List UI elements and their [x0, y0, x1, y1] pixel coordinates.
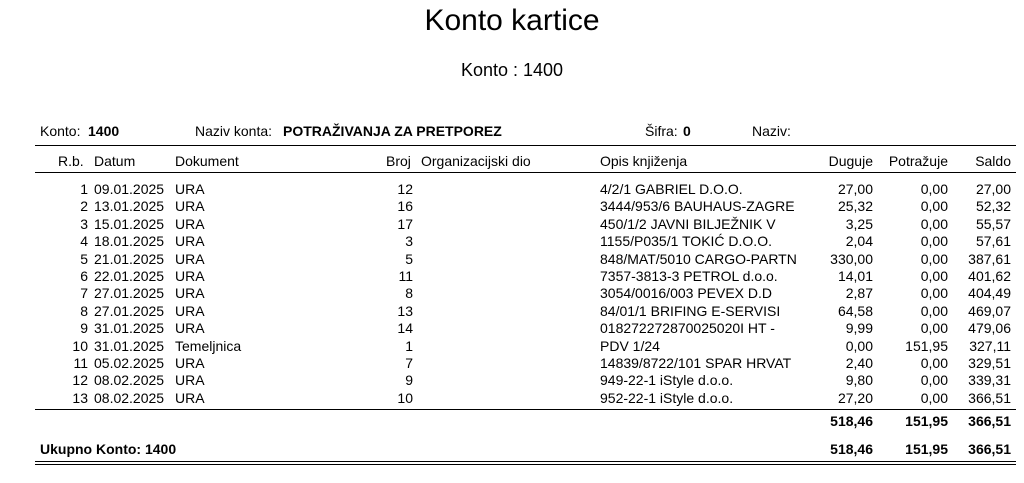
row-duguje: 2,04 — [845, 233, 873, 250]
header-top-rule — [35, 145, 1016, 146]
row-rb: 3 — [80, 215, 88, 232]
table-row — [0, 303, 1024, 320]
row-dokument: URA — [175, 372, 205, 389]
subtotal-duguje: 518,46 — [830, 413, 873, 429]
row-dokument: URA — [175, 233, 205, 250]
row-rb: 4 — [80, 233, 88, 250]
row-potrazuje: 0,00 — [920, 354, 948, 371]
row-saldo: 327,11 — [969, 337, 1011, 354]
table-row — [0, 320, 1024, 337]
row-dokument: URA — [175, 302, 205, 319]
row-rb: 12 — [72, 372, 88, 389]
table-row — [0, 198, 1024, 215]
row-potrazuje: 0,00 — [920, 285, 948, 302]
row-broj: 5 — [405, 250, 413, 267]
row-potrazuje: 0,00 — [920, 267, 948, 284]
table-row — [0, 268, 1024, 285]
row-potrazuje: 0,00 — [920, 320, 948, 337]
total-rule-1 — [35, 461, 1016, 462]
row-broj: 17 — [397, 215, 413, 232]
col-header-datum: Datum — [94, 153, 136, 169]
subtotal-rule — [35, 409, 1016, 410]
row-potrazuje: 0,00 — [920, 302, 948, 319]
row-opis: 7357-3813-3 PETROL d.o.o. — [600, 267, 778, 284]
row-broj: 8 — [405, 285, 413, 302]
row-duguje: 27,00 — [837, 181, 873, 197]
ledger-rows — [0, 181, 1024, 407]
row-duguje: 2,87 — [845, 285, 873, 302]
row-opis: 14839/8722/101 SPAR HRVAT — [600, 354, 792, 371]
row-dokument: URA — [175, 198, 205, 215]
row-datum: 27.01.2025 — [94, 285, 165, 302]
row-saldo: 401,62 — [968, 267, 1011, 284]
col-header-rb: R.b. — [58, 153, 84, 169]
row-saldo: 27,00 — [975, 181, 1011, 197]
col-header-potrazuje: Potražuje — [888, 153, 948, 169]
row-potrazuje: 0,00 — [920, 372, 948, 389]
row-rb: 8 — [80, 302, 88, 319]
row-saldo: 52,32 — [975, 198, 1011, 215]
row-dokument: URA — [175, 250, 205, 267]
row-duguje: 27,20 — [837, 389, 873, 406]
row-duguje: 25,32 — [837, 198, 873, 215]
row-dokument: URA — [175, 285, 205, 302]
row-broj: 14 — [397, 320, 413, 337]
row-rb: 7 — [80, 285, 88, 302]
row-rb: 9 — [80, 320, 88, 337]
row-rb: 11 — [73, 354, 88, 371]
row-broj: 9 — [405, 372, 413, 389]
row-opis: PDV 1/24 — [600, 337, 660, 354]
row-opis: 3054/0016/003 PEVEX D.D — [600, 285, 773, 302]
row-dokument: URA — [175, 389, 205, 406]
row-saldo: 366,51 — [968, 389, 1011, 406]
row-datum: 22.01.2025 — [94, 267, 165, 284]
row-dokument: URA — [175, 215, 205, 232]
sifra-label: Šifra: — [645, 123, 678, 139]
table-row — [0, 233, 1024, 250]
row-duguje: 0,00 — [845, 337, 873, 354]
col-header-duguje: Duguje — [828, 153, 873, 169]
row-broj: 13 — [397, 302, 413, 319]
row-duguje: 3,25 — [845, 215, 873, 232]
row-broj: 10 — [397, 389, 413, 406]
total-saldo: 366,51 — [968, 441, 1011, 457]
table-row — [0, 390, 1024, 407]
row-opis: 84/01/1 BRIFING E-SERVISI — [600, 302, 781, 319]
row-datum: 05.02.2025 — [94, 354, 165, 371]
row-saldo: 329,51 — [968, 354, 1011, 371]
row-opis: 952-22-1 iStyle d.o.o. — [600, 389, 734, 406]
row-broj: 7 — [405, 354, 413, 371]
col-header-org: Organizacijski dio — [421, 153, 531, 169]
row-opis: 450/1/2 JAVNI BILJEŽNIK V — [600, 215, 776, 232]
table-row — [0, 355, 1024, 372]
row-duguje: 14,01 — [837, 267, 873, 284]
row-saldo: 404,49 — [968, 285, 1011, 302]
row-potrazuje: 0,00 — [920, 389, 948, 406]
row-datum: 31.01.2025 — [94, 337, 165, 354]
konto-value: 1400 — [88, 123, 120, 139]
row-rb: 5 — [80, 250, 88, 267]
row-potrazuje: 0,00 — [920, 198, 948, 215]
naziv-label: Naziv: — [752, 123, 791, 139]
row-duguje: 64,58 — [837, 302, 873, 319]
row-potrazuje: 0,00 — [920, 215, 948, 232]
row-opis: 949-22-1 iStyle d.o.o. — [600, 372, 734, 389]
row-potrazuje: 0,00 — [920, 250, 948, 267]
row-datum: 21.01.2025 — [94, 250, 165, 267]
row-dokument: URA — [175, 181, 205, 197]
row-potrazuje: 0,00 — [920, 233, 948, 250]
row-dokument: URA — [175, 354, 205, 371]
row-broj: 1 — [405, 337, 413, 354]
row-duguje: 2,40 — [845, 354, 873, 371]
table-row — [0, 181, 1024, 198]
row-opis: 848/MAT/5010 CARGO-PARTN — [600, 250, 797, 267]
subtotal-potrazuje: 151,95 — [905, 413, 948, 429]
subtotal-saldo: 366,51 — [968, 413, 1011, 429]
col-header-opis: Opis knjiženja — [600, 153, 688, 169]
row-rb: 2 — [80, 198, 88, 215]
row-potrazuje: 151,95 — [905, 337, 948, 354]
row-saldo: 55,57 — [975, 215, 1011, 232]
row-duguje: 330,00 — [830, 250, 873, 267]
row-duguje: 9,80 — [845, 372, 873, 389]
row-datum: 15.01.2025 — [94, 215, 165, 232]
table-row — [0, 216, 1024, 233]
naziv-konta-label: Naziv konta: — [195, 123, 273, 139]
konto-label: Konto: — [40, 123, 81, 139]
row-rb: 1 — [80, 181, 88, 197]
header-bottom-rule — [35, 172, 1016, 173]
row-opis: 4/2/1 GABRIEL D.O.O. — [600, 181, 743, 197]
row-datum: 27.01.2025 — [94, 302, 165, 319]
row-opis: 018272272870025020I HT - — [600, 320, 775, 337]
col-header-dokument: Dokument — [175, 153, 239, 169]
row-saldo: 479,06 — [968, 320, 1011, 337]
naziv-konta-value: POTRAŽIVANJA ZA PRETPOREZ — [283, 123, 502, 139]
row-datum: 08.02.2025 — [94, 372, 165, 389]
table-row — [0, 372, 1024, 389]
row-datum: 08.02.2025 — [94, 389, 165, 406]
table-row — [0, 338, 1024, 355]
row-dokument: URA — [175, 267, 205, 284]
row-saldo: 387,61 — [968, 250, 1011, 267]
col-header-saldo: Saldo — [975, 153, 1011, 169]
row-datum: 13.01.2025 — [94, 198, 165, 215]
row-saldo: 339,31 — [968, 372, 1011, 389]
row-dokument: Temeljnica — [175, 337, 242, 354]
total-rule-2 — [35, 464, 1016, 465]
total-potrazuje: 151,95 — [905, 441, 948, 457]
row-duguje: 9,99 — [845, 320, 873, 337]
row-broj: 3 — [405, 233, 413, 250]
row-potrazuje: 0,00 — [920, 181, 948, 197]
row-rb: 6 — [80, 267, 88, 284]
table-row — [0, 251, 1024, 268]
row-broj: 12 — [397, 181, 413, 197]
row-dokument: URA — [175, 320, 205, 337]
row-datum: 18.01.2025 — [94, 233, 165, 250]
row-opis: 1155/P035/1 TOKIĆ D.O.O. — [600, 233, 772, 250]
row-saldo: 57,61 — [975, 233, 1011, 250]
row-datum: 31.01.2025 — [94, 320, 165, 337]
total-duguje: 518,46 — [830, 441, 873, 457]
row-broj: 16 — [397, 198, 413, 215]
table-row — [0, 285, 1024, 302]
report-title: Konto kartice — [424, 4, 600, 37]
row-opis: 3444/953/6 BAUHAUS-ZAGRE — [600, 198, 795, 215]
report-subtitle: Konto : 1400 — [460, 60, 564, 80]
row-rb: 10 — [72, 337, 88, 354]
row-rb: 13 — [72, 389, 88, 406]
row-broj: 11 — [398, 267, 413, 284]
col-header-broj: Broj — [386, 153, 411, 169]
row-saldo: 469,07 — [968, 302, 1011, 319]
sifra-value: 0 — [683, 123, 691, 139]
row-datum: 09.01.2025 — [94, 181, 165, 197]
total-label: Ukupno Konto: 1400 — [40, 441, 177, 457]
